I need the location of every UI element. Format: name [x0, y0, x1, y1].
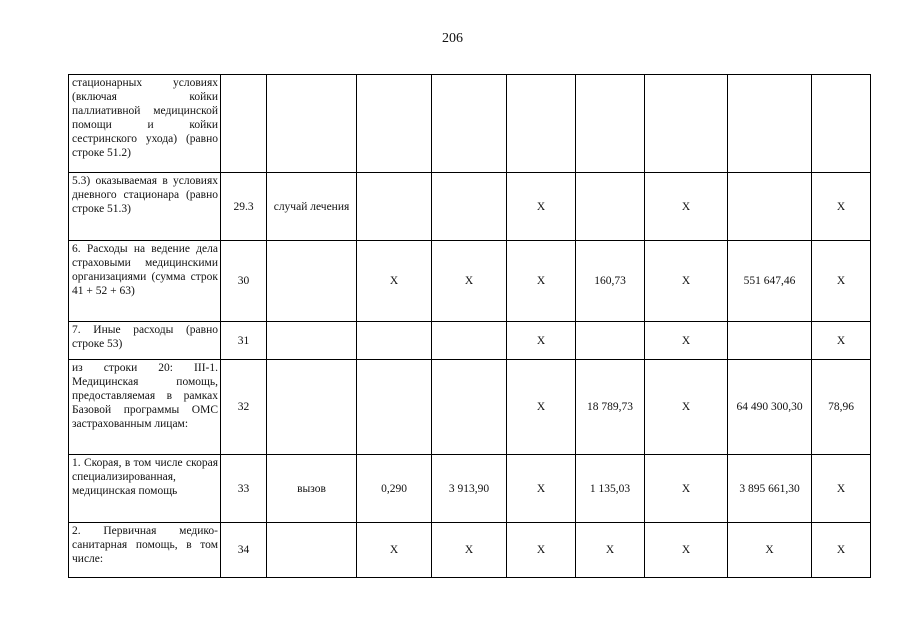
unit-cell: случай лечения — [267, 173, 357, 241]
value-cell: Х — [576, 523, 645, 578]
value-cell: Х — [812, 322, 871, 360]
value-cell: Х — [507, 523, 576, 578]
table-row — [69, 75, 871, 173]
value-cell — [357, 75, 432, 173]
row-description: 1. Скорая, в том числе скорая специализированная, медицинская помощь — [69, 455, 221, 523]
value-cell: Х — [812, 241, 871, 322]
unit-cell — [267, 75, 357, 173]
value-cell — [432, 173, 507, 241]
value-cell: Х — [728, 523, 812, 578]
row-description: 7. Иные расходы (равно строке 53) — [69, 322, 221, 360]
value-cell: Х — [507, 322, 576, 360]
value-cell: Х — [507, 360, 576, 455]
value-cell — [357, 360, 432, 455]
value-cell: 0,290 — [357, 455, 432, 523]
value-cell — [728, 173, 812, 241]
unit-cell — [267, 322, 357, 360]
value-cell: Х — [812, 455, 871, 523]
row-number-cell: 32 — [221, 360, 267, 455]
row-number-cell: 33 — [221, 455, 267, 523]
value-cell: Х — [645, 173, 728, 241]
row-number-cell: 34 — [221, 523, 267, 578]
row-description: 2. Первичная медико-санитарная помощь, в том числе: — [69, 523, 221, 578]
unit-cell — [267, 360, 357, 455]
value-cell: 64 490 300,30 — [728, 360, 812, 455]
value-cell: Х — [645, 523, 728, 578]
value-cell — [357, 322, 432, 360]
row-number-cell — [221, 75, 267, 173]
table-row — [69, 173, 871, 241]
row-description: 5.3) оказываемая в условиях дневного стационара (равно строке 51.3) — [69, 173, 221, 241]
unit-cell — [267, 241, 357, 322]
value-cell — [645, 75, 728, 173]
value-cell — [728, 322, 812, 360]
row-description: 6. Расходы на ведение дела страховыми медицинскими организациями (сумма строк 41 + 52 + 63) — [69, 241, 221, 322]
value-cell: Х — [357, 523, 432, 578]
value-cell: Х — [357, 241, 432, 322]
value-cell — [576, 173, 645, 241]
value-cell: Х — [507, 173, 576, 241]
value-cell: 1 135,03 — [576, 455, 645, 523]
row-description: стационарных условиях (включая койки паллиативной медицинской помощи и койки сестринского ухода) (равно строке 51.2) — [69, 75, 221, 173]
value-cell: Х — [507, 241, 576, 322]
value-cell — [432, 75, 507, 173]
row-number-cell: 31 — [221, 322, 267, 360]
value-cell — [728, 75, 812, 173]
value-cell: Х — [645, 241, 728, 322]
value-cell — [576, 322, 645, 360]
value-cell: 551 647,46 — [728, 241, 812, 322]
value-cell: Х — [812, 523, 871, 578]
value-cell: 3 895 661,30 — [728, 455, 812, 523]
row-number-cell: 30 — [221, 241, 267, 322]
value-cell — [357, 173, 432, 241]
value-cell: Х — [645, 360, 728, 455]
value-cell: Х — [507, 455, 576, 523]
table-row — [69, 322, 871, 360]
value-cell: Х — [432, 523, 507, 578]
value-cell: Х — [812, 173, 871, 241]
value-cell: 160,73 — [576, 241, 645, 322]
page-number: 206 — [442, 31, 463, 46]
value-cell — [432, 322, 507, 360]
table-row — [69, 523, 871, 578]
value-cell: 78,96 — [812, 360, 871, 455]
row-description: из строки 20: III-1. Медицинская помощь, предоставляемая в рамках Базовой программы ОМС застрахованным лицам: — [69, 360, 221, 455]
table-row — [69, 241, 871, 322]
unit-cell — [267, 523, 357, 578]
value-cell: Х — [645, 322, 728, 360]
value-cell — [812, 75, 871, 173]
value-cell — [576, 75, 645, 173]
value-cell: Х — [432, 241, 507, 322]
value-cell: 3 913,90 — [432, 455, 507, 523]
table-row — [69, 360, 871, 455]
unit-cell: вызов — [267, 455, 357, 523]
value-cell: Х — [645, 455, 728, 523]
data-table — [68, 74, 871, 578]
table-row — [69, 455, 871, 523]
value-cell — [507, 75, 576, 173]
value-cell — [432, 360, 507, 455]
row-number-cell: 29.3 — [221, 173, 267, 241]
value-cell: 18 789,73 — [576, 360, 645, 455]
